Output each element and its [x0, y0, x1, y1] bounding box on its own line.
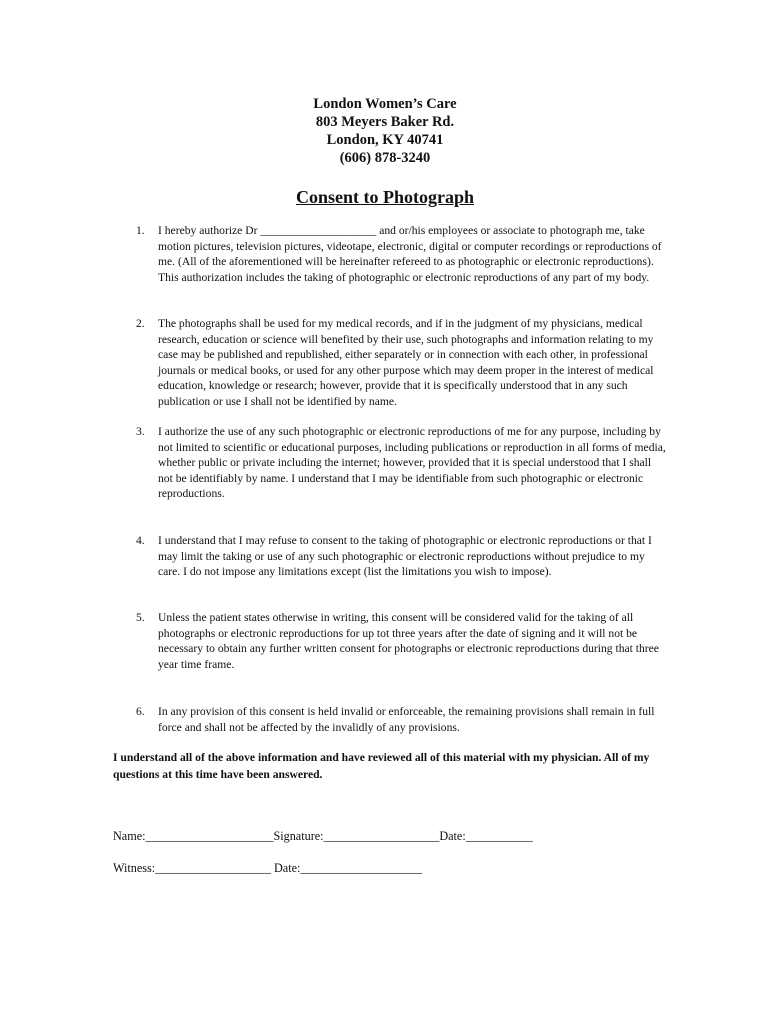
- item-number: 6.: [136, 705, 145, 718]
- clinic-phone: (606) 878-3240: [339, 150, 431, 166]
- item-text: In any provision of this consent is held invalid or enforceable, the remaining provisions shall remain in full force and shall not be affected by the invalidly of any provisions.: [158, 705, 655, 734]
- acknowledgement-statement: I understand all of the above information and have reviewed all of this material with my physician. All of my questions at this time have been answered.: [113, 751, 650, 781]
- name-signature-date-line[interactable]: Name:_____________________Signature:___________________Date:___________: [113, 829, 533, 843]
- item-number: 2.: [136, 317, 145, 330]
- item-number: 5.: [136, 611, 145, 624]
- item-text: I authorize the use of any such photographic or electronic reproductions of me for any purpose, including by not limited to scientific or educational purposes, including publications or reproduction in all forms of media, whether public or private including the internet; however, provided that it is special understood that I shall not be identifiably by name. I understand that I may be identifiable from such photographic or electronic reproductions.: [158, 425, 666, 501]
- clinic-street-address: 803 Meyers Baker Rd.: [315, 114, 455, 130]
- letterhead: [0, 95, 770, 167]
- witness-date-line[interactable]: Witness:___________________ Date:____________________: [113, 861, 423, 875]
- consent-item-5: [136, 610, 666, 672]
- consent-item-1: [136, 223, 666, 285]
- item-number: 1.: [136, 224, 145, 237]
- clinic-city-state-zip: London, KY 40741: [326, 132, 444, 148]
- item-text: I hereby authorize Dr ____________________ and or/his employees or associate to photograph me, take motion pictures, television pictures, videotape, electronic, digital or computer recordings or reproductions of me. (All of the aforementioned will be hereinafter refereed to as photographic or electronic reproductions). This authorization includes the taking of photographic or electronic reproductions of any part of my body.: [158, 224, 662, 284]
- item-text: Unless the patient states otherwise in writing, this consent will be considered valid for the taking of all photographs or electronic reproductions for up tot three years after the date of signing and it will not be necessary to obtain any further written consent for photographs or electronic reproductions during that three year time frame.: [158, 611, 659, 671]
- consent-item-3: [136, 424, 666, 502]
- consent-item-2: [136, 316, 666, 410]
- item-number: 4.: [136, 534, 145, 547]
- consent-item-6: [136, 704, 666, 735]
- document-title: Consent to Photograph: [295, 187, 474, 207]
- clinic-name: London Women’s Care: [313, 96, 457, 112]
- item-text: The photographs shall be used for my medical records, and if in the judgment of my physicians, medical research, education or science will benefited by their use, such photographs and information relating to my case may be published and republished, either separately or in connection with each other, in professional journals or medical books, or used for any other purpose which may deem proper in the interest of medical education, knowledge or research; however, provide that it is specifically understood that in any such publication or use I shall not be identified by name.: [158, 317, 654, 408]
- consent-item-4: [136, 533, 666, 580]
- item-text: I understand that I may refuse to consent to the taking of photographic or electronic reproductions or that I may limit the taking or use of any such photographic or electronic reproductions without prejudice to my care. I do not impose any limitations except (list the limitations you wish to impose).: [158, 534, 652, 579]
- item-number: 3.: [136, 425, 145, 438]
